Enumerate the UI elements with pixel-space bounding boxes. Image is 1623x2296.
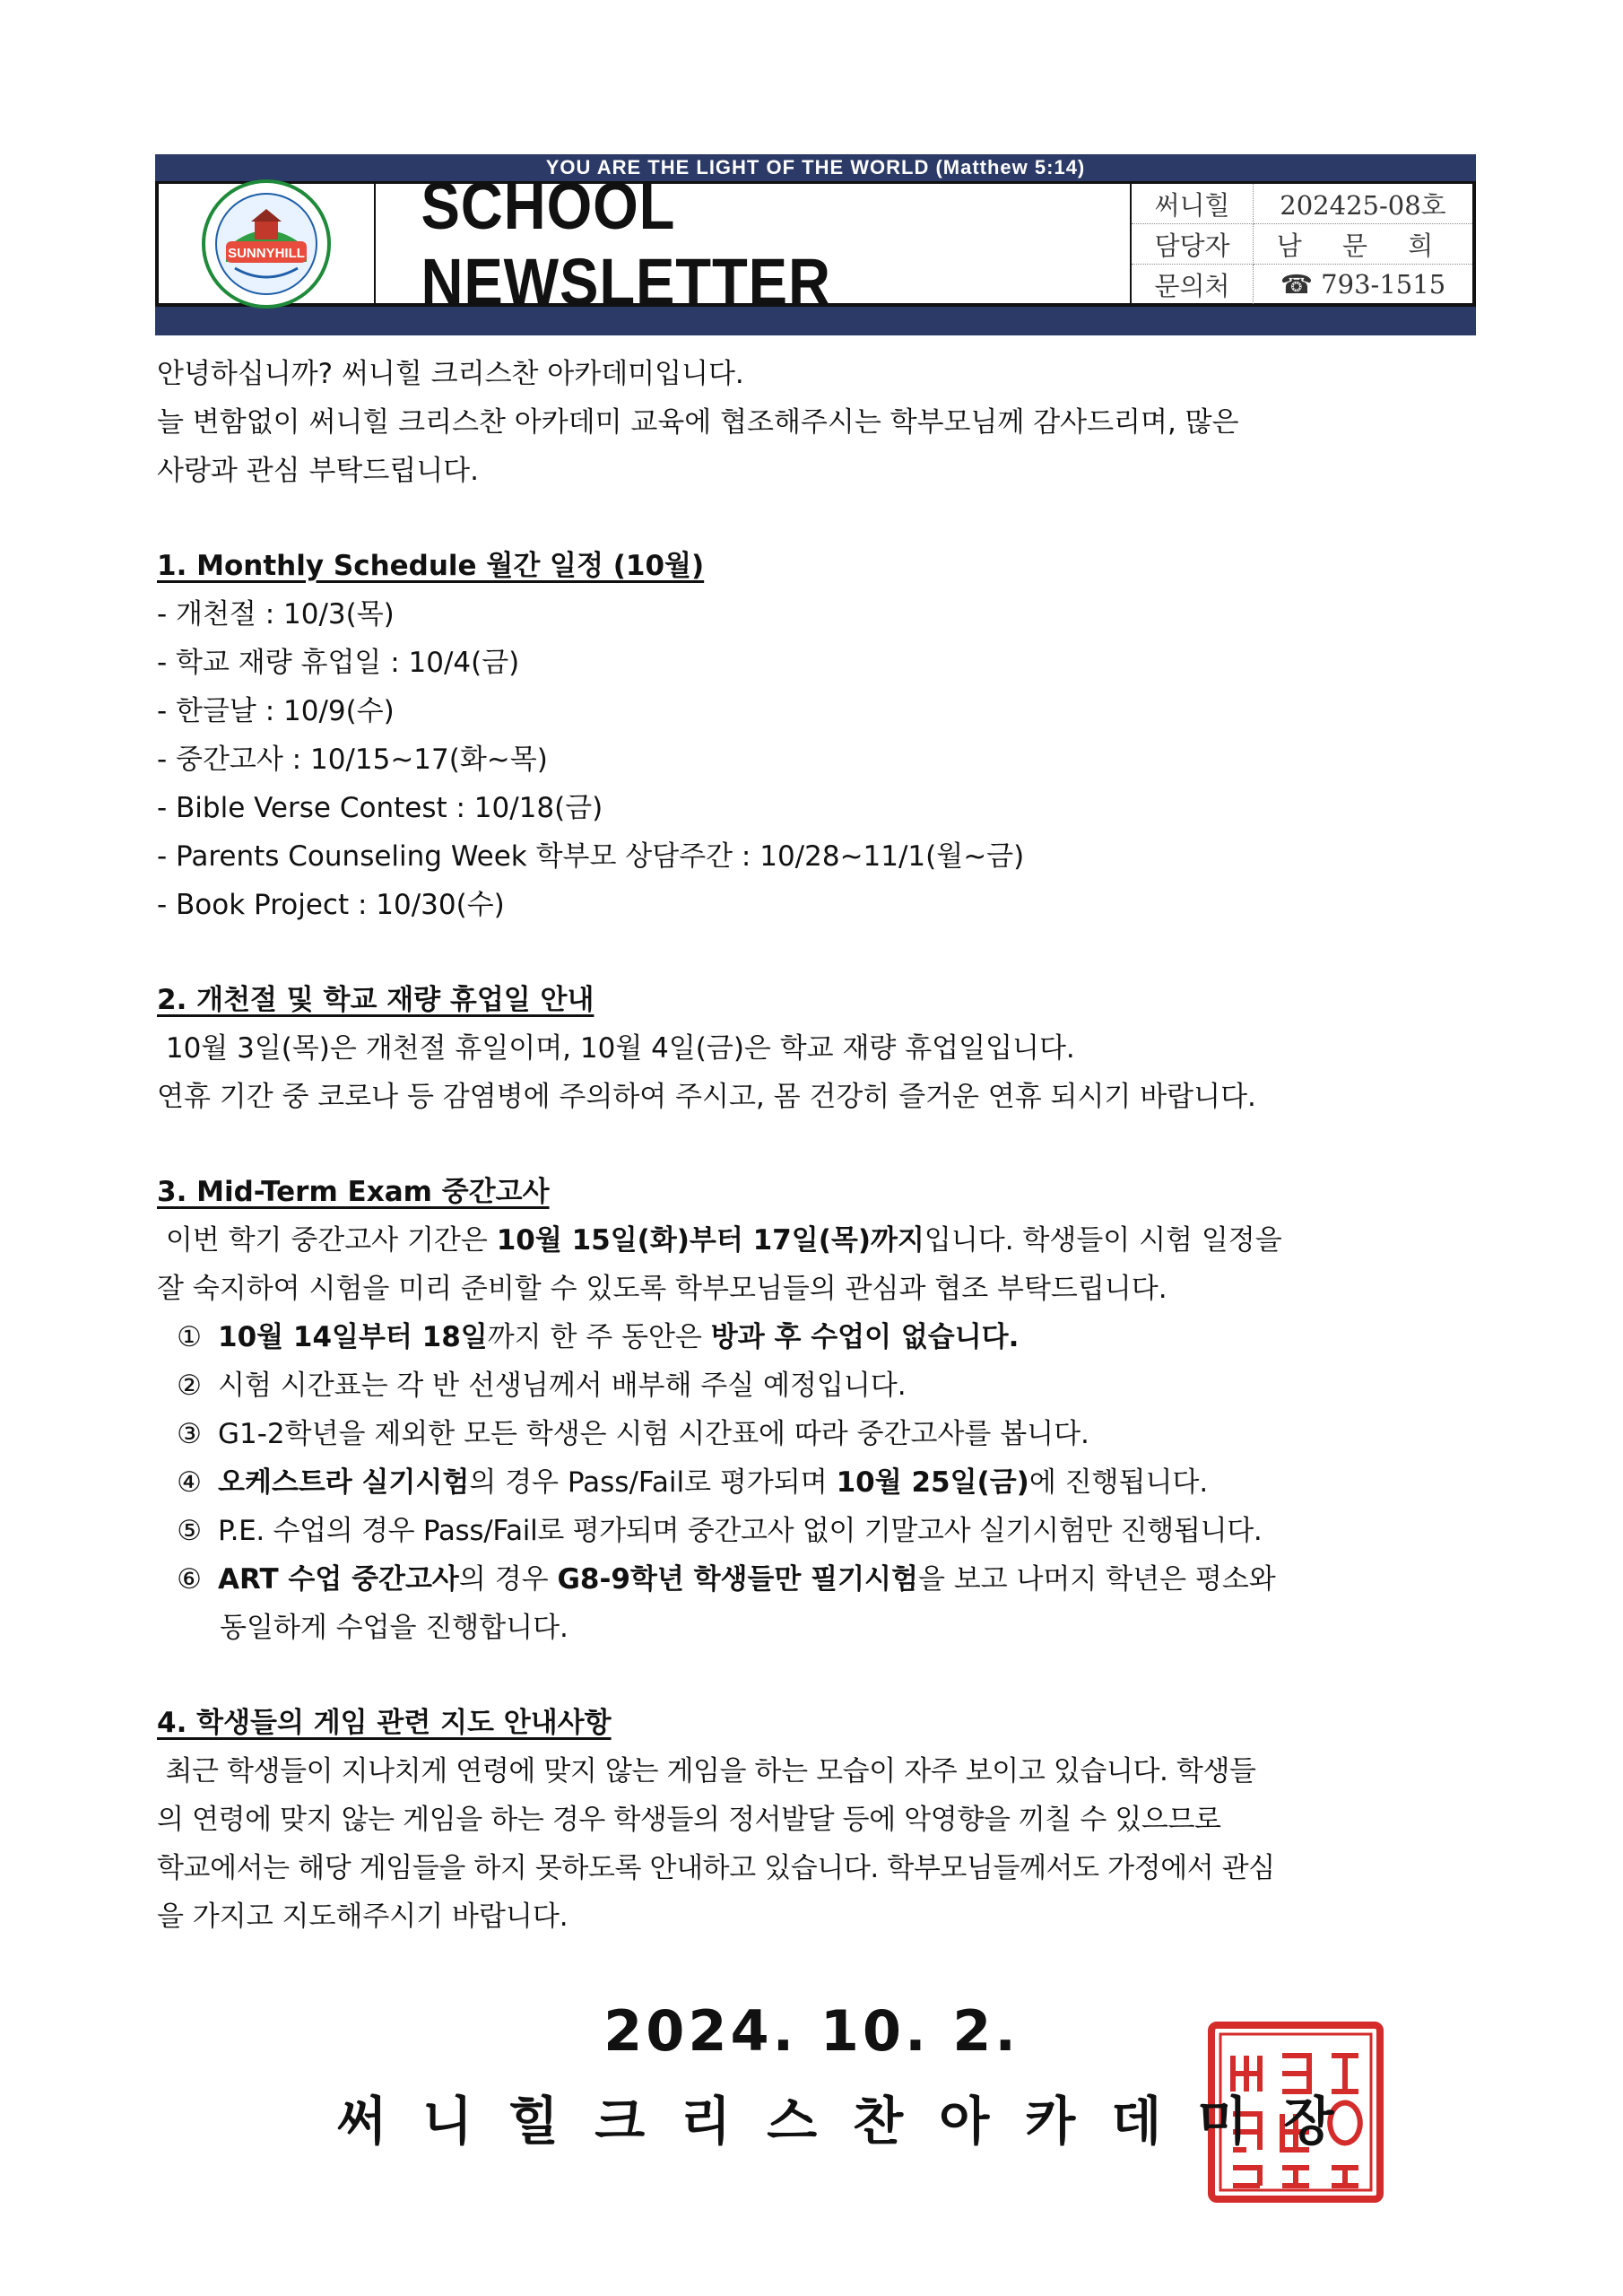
info-value: 남 문 희 [1254, 224, 1473, 265]
intro-line: 안녕하십니까? 써니힐 크리스찬 아카데미입니다. [157, 358, 744, 390]
text-span: 10월 14일부터 18일 [218, 1321, 488, 1353]
paragraph-line: 연휴 기간 중 코로나 등 감염병에 주의하여 주시고, 몸 건강히 즐거운 연휴 되시기 바랍니다. [157, 1081, 1256, 1113]
info-row [1132, 184, 1472, 224]
info-row [1132, 224, 1472, 265]
item-number: ⑤ [177, 1515, 202, 1547]
paragraph-line: 잘 숙지하여 시험을 미리 준비할 수 있도록 학부모님들의 관심과 협조 부탁드립니다. [157, 1273, 1167, 1305]
text-span: 을 보고 나머지 학년은 평소와 [917, 1563, 1276, 1596]
numbered-item [157, 1555, 1480, 1604]
numbered-item [157, 1313, 1480, 1361]
text-span: G1-2학년을 제외한 모든 학생은 시험 시간표에 따라 중간고사를 봅니다. [218, 1418, 1089, 1450]
text-span: G8-9학년 학생들만 필기시험 [557, 1563, 918, 1596]
text-span: 오케스트라 실기시험 [218, 1466, 470, 1499]
text-span: 까지 한 주 동안은 [487, 1321, 711, 1353]
paragraph-line: 10월 3일(목)은 개천절 휴일이며, 10월 4일(금)은 학교 재량 휴업일입니다. [157, 1032, 1075, 1065]
paragraph-line: 학교에서는 해당 게임들을 하지 못하도록 안내하고 있습니다. 학부모님들께서도 가정에서 관심 [157, 1852, 1275, 1884]
schedule-item: - 중간고사 : 10/15~17(화~목) [157, 744, 548, 776]
info-row [1132, 265, 1472, 305]
item-number: ① [177, 1321, 202, 1353]
newsletter-body [157, 350, 1480, 1941]
signature-line: 써니힐크리스찬아카데미장 [336, 2091, 1370, 2152]
info-key: 담당자 [1132, 224, 1254, 265]
newsletter-title: SCHOOL NEWSLETTER [421, 168, 831, 319]
schedule-item: - 한글날 : 10/9(수) [157, 695, 395, 727]
text-span: 이번 학기 중간고사 기간은 [157, 1224, 497, 1257]
info-value: ☎ 793-1515 [1280, 269, 1446, 300]
schedule-item: - 학교 재량 휴업일 : 10/4(금) [157, 647, 520, 679]
text-span: 에 진행됩니다. [1028, 1466, 1209, 1499]
section-heading: 3. Mid-Term Exam 중간고사 [157, 1176, 550, 1208]
info-table [1132, 184, 1472, 304]
text-span: 10월 25일(금) [836, 1466, 1029, 1499]
school-logo [199, 177, 334, 311]
schedule-item: - Parents Counseling Week 학부모 상담주간 : 10/28~11/1(월~금) [157, 840, 1025, 873]
schedule-item: - 개천절 : 10/3(목) [157, 598, 395, 631]
section-heading: 1. Monthly Schedule 월간 일정 (10월) [157, 550, 705, 582]
numbered-item [157, 1507, 1480, 1555]
paragraph-line [157, 1216, 1480, 1265]
info-key: 문의처 [1132, 265, 1254, 305]
numbered-item [157, 1458, 1480, 1507]
numbered-item-continued: 동일하게 수업을 진행합니다. [220, 1612, 568, 1644]
text-span: 의 경우 Pass/Fail로 평가되며 [469, 1466, 837, 1499]
intro-line: 늘 변함없이 써니힐 크리스찬 아카데미 교육에 협조해주시는 학부모님께 감사드리며, 많은 [157, 406, 1239, 439]
paragraph-line: 을 가지고 지도해주시기 바랍니다. [157, 1900, 568, 1933]
logo-text: SUNNYHILL [228, 245, 305, 261]
issue-date: 2024. 10. 2. [603, 1998, 1020, 2064]
text-span: 의 경우 [458, 1563, 558, 1596]
newsletter-header [155, 154, 1476, 335]
schedule-item: - Bible Verse Contest : 10/18(금) [157, 792, 603, 824]
motto-banner: YOU ARE THE LIGHT OF THE WORLD (Matthew 5:14) [155, 154, 1476, 181]
paragraph-line: 최근 학생들이 지나치게 연령에 맞지 않는 게임을 하는 모습이 자주 보이고 있습니다. 학생들 [157, 1755, 1256, 1787]
section-heading: 2. 개천절 및 학교 재량 휴업일 안내 [157, 984, 595, 1016]
item-number: ② [177, 1370, 202, 1402]
logo-cell [159, 184, 376, 303]
title-cell [376, 168, 1132, 319]
exam-period: 10월 15일(화)부터 17일(목)까지 [496, 1224, 924, 1257]
text-span: 방과 후 수업이 없습니다. [710, 1321, 1020, 1353]
schedule-item: - Book Project : 10/30(수) [157, 889, 505, 921]
info-value: 202425-08호 [1254, 184, 1473, 224]
text-span: 시험 시간표는 각 반 선생님께서 배부해 주실 예정입니다. [218, 1370, 907, 1402]
text-span: ART 수업 중간고사 [218, 1563, 459, 1596]
text-span: 입니다. 학생들이 시험 일정을 [924, 1224, 1282, 1257]
info-key: 써니힐 [1132, 184, 1254, 224]
item-number: ⑥ [177, 1563, 202, 1596]
text-span: P.E. 수업의 경우 Pass/Fail로 평가되며 중간고사 없이 기말고사 실기시험만 진행됩니다. [218, 1515, 1263, 1547]
header-box [155, 168, 1476, 319]
intro-line: 사랑과 관심 부탁드립니다. [157, 455, 479, 487]
item-number: ③ [177, 1418, 202, 1450]
item-number: ④ [177, 1466, 202, 1499]
paragraph-line: 의 연령에 맞지 않는 게임을 하는 경우 학생들의 정서발달 등에 악영향을 끼칠 수 있으므로 [157, 1804, 1221, 1836]
numbered-item [157, 1361, 1480, 1410]
section-heading: 4. 학생들의 게임 관련 지도 안내사항 [157, 1707, 612, 1739]
numbered-item [157, 1410, 1480, 1458]
